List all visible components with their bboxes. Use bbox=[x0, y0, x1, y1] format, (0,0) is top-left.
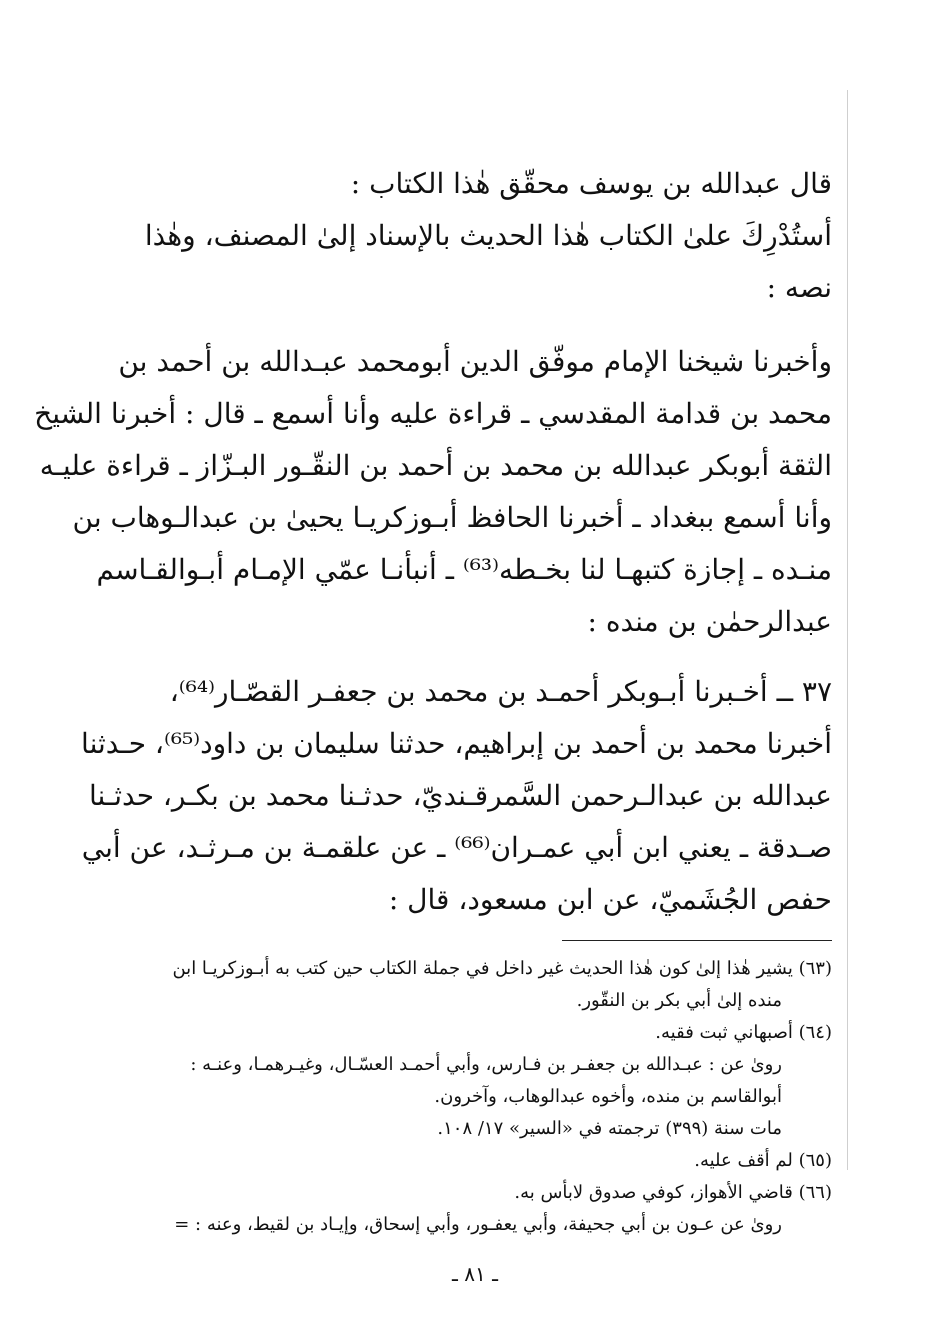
text-line: حفص الجُشَميّ، عن ابن مسعود، قال : bbox=[388, 883, 832, 916]
footnote-line: (٦٤) أصبهاني ثبت فقيه. bbox=[655, 1022, 832, 1043]
text-line: وأخبرنا شيخنا الإمام موفّق الدين أبومحمد عبـدالله بن أحمد بن bbox=[118, 345, 832, 378]
text-line: منـده ـ إجازة كتبهـا لنا بخـطه⁽⁶³⁾ ـ أنبأنـا عمّي الإمـام أبـوالقـاسم bbox=[96, 553, 832, 586]
text-line: ٣٧ ــ أخـبرنا أبـوبكر أحمـد بن محمد بن جعفـر القصّـار⁽⁶⁴⁾، bbox=[169, 675, 832, 708]
isnad-paragraph bbox=[34, 336, 832, 648]
text-line: الثقة أبوبكر عبدالله بن محمد بن أحمد بن النقّـور البـزّاز ـ قراءة عليـه bbox=[39, 449, 832, 482]
text-line: صـدقة ـ يعني ابن أبي عمـران⁽⁶⁶⁾ ـ عن علقمـة بن مـرثـد، عن أبي bbox=[81, 831, 832, 864]
footnote-line: مات سنة (٣٩٩) ترجمته في «السير» ١٧/ ١٠٨. bbox=[437, 1118, 782, 1139]
footnote-line: (٦٥) لم أقف عليه. bbox=[694, 1150, 832, 1171]
text-line: أخبرنا محمد بن أحمد بن إبراهيم، حدثنا سليمان بن داود⁽⁶⁵⁾، حـدثنا bbox=[81, 727, 832, 760]
text-line: وأنا أسمع ببغداد ـ أخبرنا الحافظ أبـوزكريـا يحيىٰ بن عبدالـوهاب بن bbox=[72, 501, 832, 534]
page-body bbox=[34, 158, 832, 1241]
footnote-line: (٦٦) قاضي الأهواز، كوفي صدوق لابأس به. bbox=[514, 1182, 832, 1203]
footnote-separator bbox=[562, 940, 832, 941]
footnote-63 bbox=[140, 953, 832, 1017]
text-line: عبدالرحمٰن بن منده : bbox=[587, 605, 832, 638]
text-line: محمد بن قدامة المقدسي ـ قراءة عليه وأنا أسمع ـ قال : أخبرنا الشيخ bbox=[34, 397, 832, 430]
footnote-65 bbox=[140, 1145, 832, 1177]
page-number: ـ ٨١ ـ bbox=[452, 1262, 498, 1286]
text-line: قال عبدالله بن يوسف محقّق هٰذا الكتاب : bbox=[350, 167, 832, 200]
footnote-line: أبوالقاسم بن منده، وأخوه عبدالوهاب، وآخرون. bbox=[434, 1086, 782, 1107]
footnote-line: منده إلىٰ أبي بكر بن النقّور. bbox=[576, 990, 782, 1011]
editor-note bbox=[140, 158, 832, 314]
footnote-64 bbox=[140, 1017, 832, 1145]
hadith-37 bbox=[81, 666, 832, 926]
text-line: أستُدْرِكَ علىٰ الكتاب هٰذا الحديث بالإسناد إلىٰ المصنف، وهٰذا bbox=[144, 219, 832, 252]
footnote-line: روىٰ عن : عبـدالله بن جعفـر بن فـارس، وأبي أحمـد العسّـال، وغيـرهمـا، وعنـه : bbox=[190, 1054, 782, 1075]
footnote-66 bbox=[140, 1177, 832, 1241]
text-line: نصه : bbox=[766, 271, 832, 304]
margin-rule bbox=[847, 90, 848, 1170]
footnotes bbox=[140, 953, 832, 1241]
text-line: عبدالله بن عبدالـرحمن السَّمرقـنديّ، حدثـنا محمد بن بكـر، حدثـنا bbox=[89, 779, 832, 812]
footnote-line: روىٰ عن عـون بن أبي جحيفة، وأبي يعفـور، وأبي إسحاق، وإيـاد بن لقيط، وعنه : = bbox=[174, 1214, 782, 1235]
footnote-line: (٦٣) يشير هٰذا إلىٰ كون هٰذا الحديث غير داخل في جملة الكتاب حين كتب به أبـوزكريـا ابن bbox=[172, 958, 832, 979]
